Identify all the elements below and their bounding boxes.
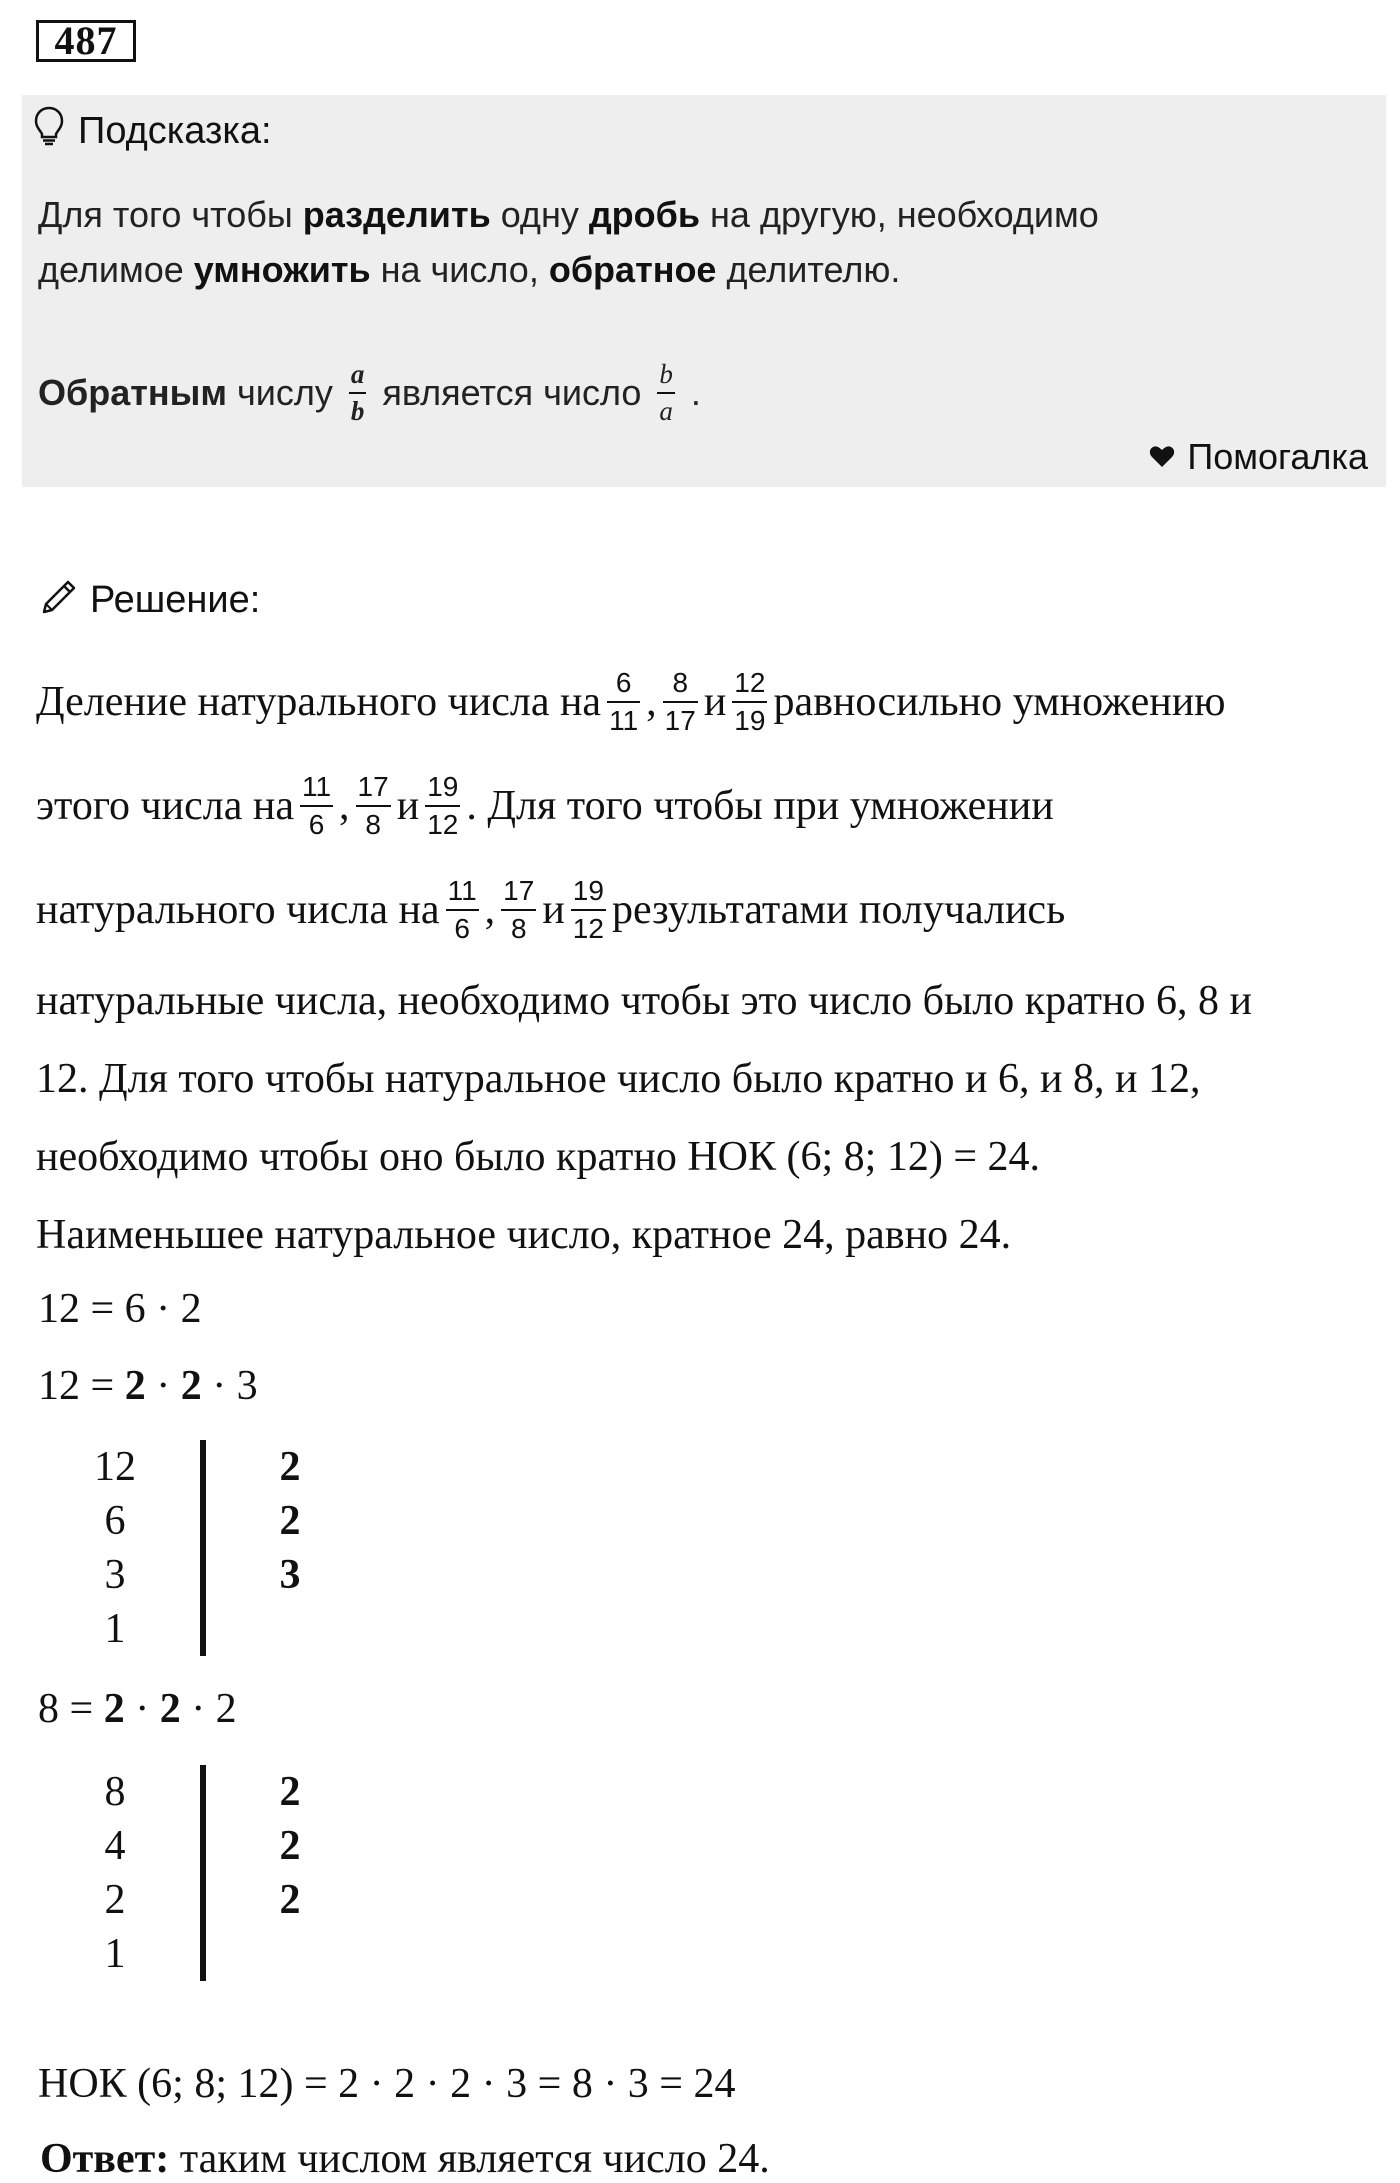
equation-factor: 2 [180, 1363, 202, 1409]
text: 12. Для того чтобы натуральное число было кратно и 6, и 8, и 12, [36, 1056, 1201, 1102]
hint-text-segment: делимое [38, 249, 194, 290]
ladder-value: 4 [104, 1823, 126, 1869]
fraction-denominator: 12 [572, 913, 604, 944]
fraction-numerator: 11 [301, 771, 332, 802]
fraction-numerator: 6 [615, 667, 632, 698]
ladder-divider [200, 1440, 206, 1656]
text: необходимо чтобы оно было кратно НОК (6; 8; 12) = 24. [36, 1134, 1041, 1180]
solution-line-6 [36, 1118, 1386, 1196]
fraction-bar [356, 805, 391, 807]
hint-keyword: обратное [548, 249, 717, 290]
fraction-bar [501, 909, 536, 911]
fraction [607, 669, 640, 735]
fraction-numerator: 17 [357, 771, 389, 802]
fraction-denominator: 6 [308, 809, 325, 840]
hint-text-segment: числу [227, 372, 343, 413]
hint-inverse-rule [38, 348, 701, 438]
fraction-bar [425, 805, 460, 807]
solution-header [40, 574, 260, 626]
text: Деление натурального числа на [36, 679, 602, 725]
hint-text-segment: на число, [370, 249, 549, 290]
fraction-denominator: 11 [609, 705, 639, 736]
fraction-numerator: 11 [447, 875, 477, 906]
text: Наименьшее натуральное число, кратное 24, равно 24. [36, 1212, 1012, 1258]
hint-keyword: разделить [302, 194, 491, 235]
ladder-divisor: 2 [279, 1444, 301, 1490]
fraction-bar [349, 392, 367, 394]
ladder-dividends [60, 1765, 170, 1981]
fraction [446, 877, 479, 943]
equation-part: 8 = [38, 1686, 104, 1732]
hint-text-segment: является число [372, 372, 652, 413]
fraction-denominator: a [659, 396, 673, 426]
fraction-numerator: 12 [734, 667, 766, 698]
equation-1: 12 = 6 · 2 [38, 1286, 202, 1332]
ladder-divisors [260, 1765, 320, 1927]
fraction-bar [607, 701, 640, 703]
solution-line-5 [36, 1040, 1386, 1118]
fraction-denominator: 8 [365, 809, 381, 840]
answer-label: Ответ: [40, 2136, 170, 2182]
fraction-bar [446, 909, 479, 911]
ladder-value: 1 [104, 1931, 126, 1977]
equation-factor: 2 [124, 1363, 146, 1409]
hint-title: Подсказка: [78, 109, 272, 152]
ladder-divisor: 2 [279, 1823, 301, 1869]
fraction [663, 669, 698, 735]
hint-rule [38, 187, 1358, 297]
text: . Для того чтобы при умножении [466, 783, 1054, 829]
ladder-divisor: 2 [279, 1769, 301, 1815]
hint-text-segment: на другую, необходимо [700, 194, 1099, 235]
equation-3 [38, 1685, 237, 1733]
equation-part: · 3 [201, 1363, 258, 1409]
fraction-numerator: 19 [572, 875, 604, 906]
fraction-numerator: 19 [427, 771, 459, 802]
ladder-divisor: 3 [279, 1552, 301, 1598]
ladder-value: 8 [104, 1769, 126, 1815]
equation-part: 12 = [38, 1363, 125, 1409]
fraction-denominator: 6 [454, 913, 470, 944]
fraction [356, 773, 391, 839]
equation-factor: 2 [159, 1686, 181, 1732]
fraction-bar [571, 909, 606, 911]
hint-text-segment: . [680, 372, 701, 413]
solution-line-4 [36, 962, 1386, 1040]
ladder-value: 1 [104, 1606, 126, 1652]
fraction-numerator: a [350, 359, 365, 389]
hint-rule-line-2 [38, 242, 1358, 297]
hint-header [34, 105, 272, 157]
separator: , [484, 887, 496, 933]
ladder-divider [200, 1765, 206, 1981]
text: натурального числа на [36, 887, 440, 933]
fraction-denominator: 19 [734, 705, 766, 736]
fraction-bar [663, 701, 698, 703]
answer-line [40, 2135, 770, 2183]
fraction-denominator: 8 [510, 913, 527, 944]
text: этого числа на [36, 783, 294, 829]
conjunction: и [542, 887, 565, 933]
fraction [300, 773, 333, 839]
fraction-numerator: 17 [503, 875, 535, 906]
text: результатами получались [611, 887, 1066, 933]
hint-keyword: Обратным [38, 372, 227, 413]
fraction [349, 361, 367, 425]
solution-paragraph [36, 650, 1386, 1274]
ladder-divisors [260, 1440, 320, 1602]
helper-link[interactable] [1149, 433, 1368, 481]
fraction [657, 361, 675, 425]
hint-text-segment: одну [490, 194, 589, 235]
separator: , [339, 783, 350, 829]
fraction-bar [732, 701, 767, 703]
lightbulb-icon [34, 106, 64, 156]
solution-line-1 [36, 650, 1386, 754]
fraction-denominator: 12 [427, 809, 459, 840]
helper-label[interactable]: Помогалка [1187, 436, 1368, 477]
fraction-bar [300, 805, 333, 807]
ladder-divisor: 2 [279, 1498, 301, 1544]
text: натуральные числа, необходимо чтобы это число было кратно 6, 8 и [36, 978, 1252, 1024]
pencil-icon [40, 574, 82, 626]
hint-keyword: умножить [193, 249, 371, 290]
conjunction: и [396, 783, 420, 829]
hint-box [22, 95, 1386, 487]
ladder-value: 6 [104, 1498, 126, 1544]
equation-2 [38, 1362, 258, 1410]
hint-keyword: дробь [588, 194, 701, 235]
conjunction: и [703, 679, 727, 725]
fraction-numerator: b [659, 359, 673, 389]
hint-text-segment: Для того чтобы [38, 194, 303, 235]
ladder-value: 2 [104, 1877, 126, 1923]
solution-line-3 [36, 858, 1386, 962]
ladder-value: 12 [94, 1444, 136, 1490]
fraction-denominator: 17 [664, 705, 696, 736]
equation-part: · 2 [180, 1686, 237, 1732]
equation-part: · [124, 1686, 160, 1732]
fraction [425, 773, 460, 839]
ladder-dividends [60, 1440, 170, 1656]
equation-factor: 2 [103, 1686, 125, 1732]
heart-icon [1149, 436, 1175, 478]
fraction [571, 877, 606, 943]
fraction-denominator: b [350, 396, 365, 426]
solution-title: Решение: [90, 578, 261, 621]
separator: , [646, 679, 657, 725]
hint-text-segment: делителю. [716, 249, 901, 290]
ladder-divisor: 2 [279, 1877, 301, 1923]
ladder-value: 3 [104, 1552, 126, 1598]
solution-line-2 [36, 754, 1386, 858]
hint-rule-line-1 [38, 187, 1358, 242]
equation-part: · [145, 1363, 181, 1409]
task-number: 487 [36, 20, 136, 62]
fraction [501, 877, 536, 943]
solution-line-7 [36, 1196, 1386, 1274]
lcm-equation: НОК (6; 8; 12) = 2 · 2 · 2 · 3 = 8 · 3 = 24 [38, 2061, 736, 2107]
text: равносильно умножению [773, 679, 1226, 725]
fraction-bar [657, 392, 675, 394]
fraction [732, 669, 767, 735]
answer-text: таким числом является число 24. [169, 2136, 770, 2182]
fraction-numerator: 8 [672, 667, 689, 698]
